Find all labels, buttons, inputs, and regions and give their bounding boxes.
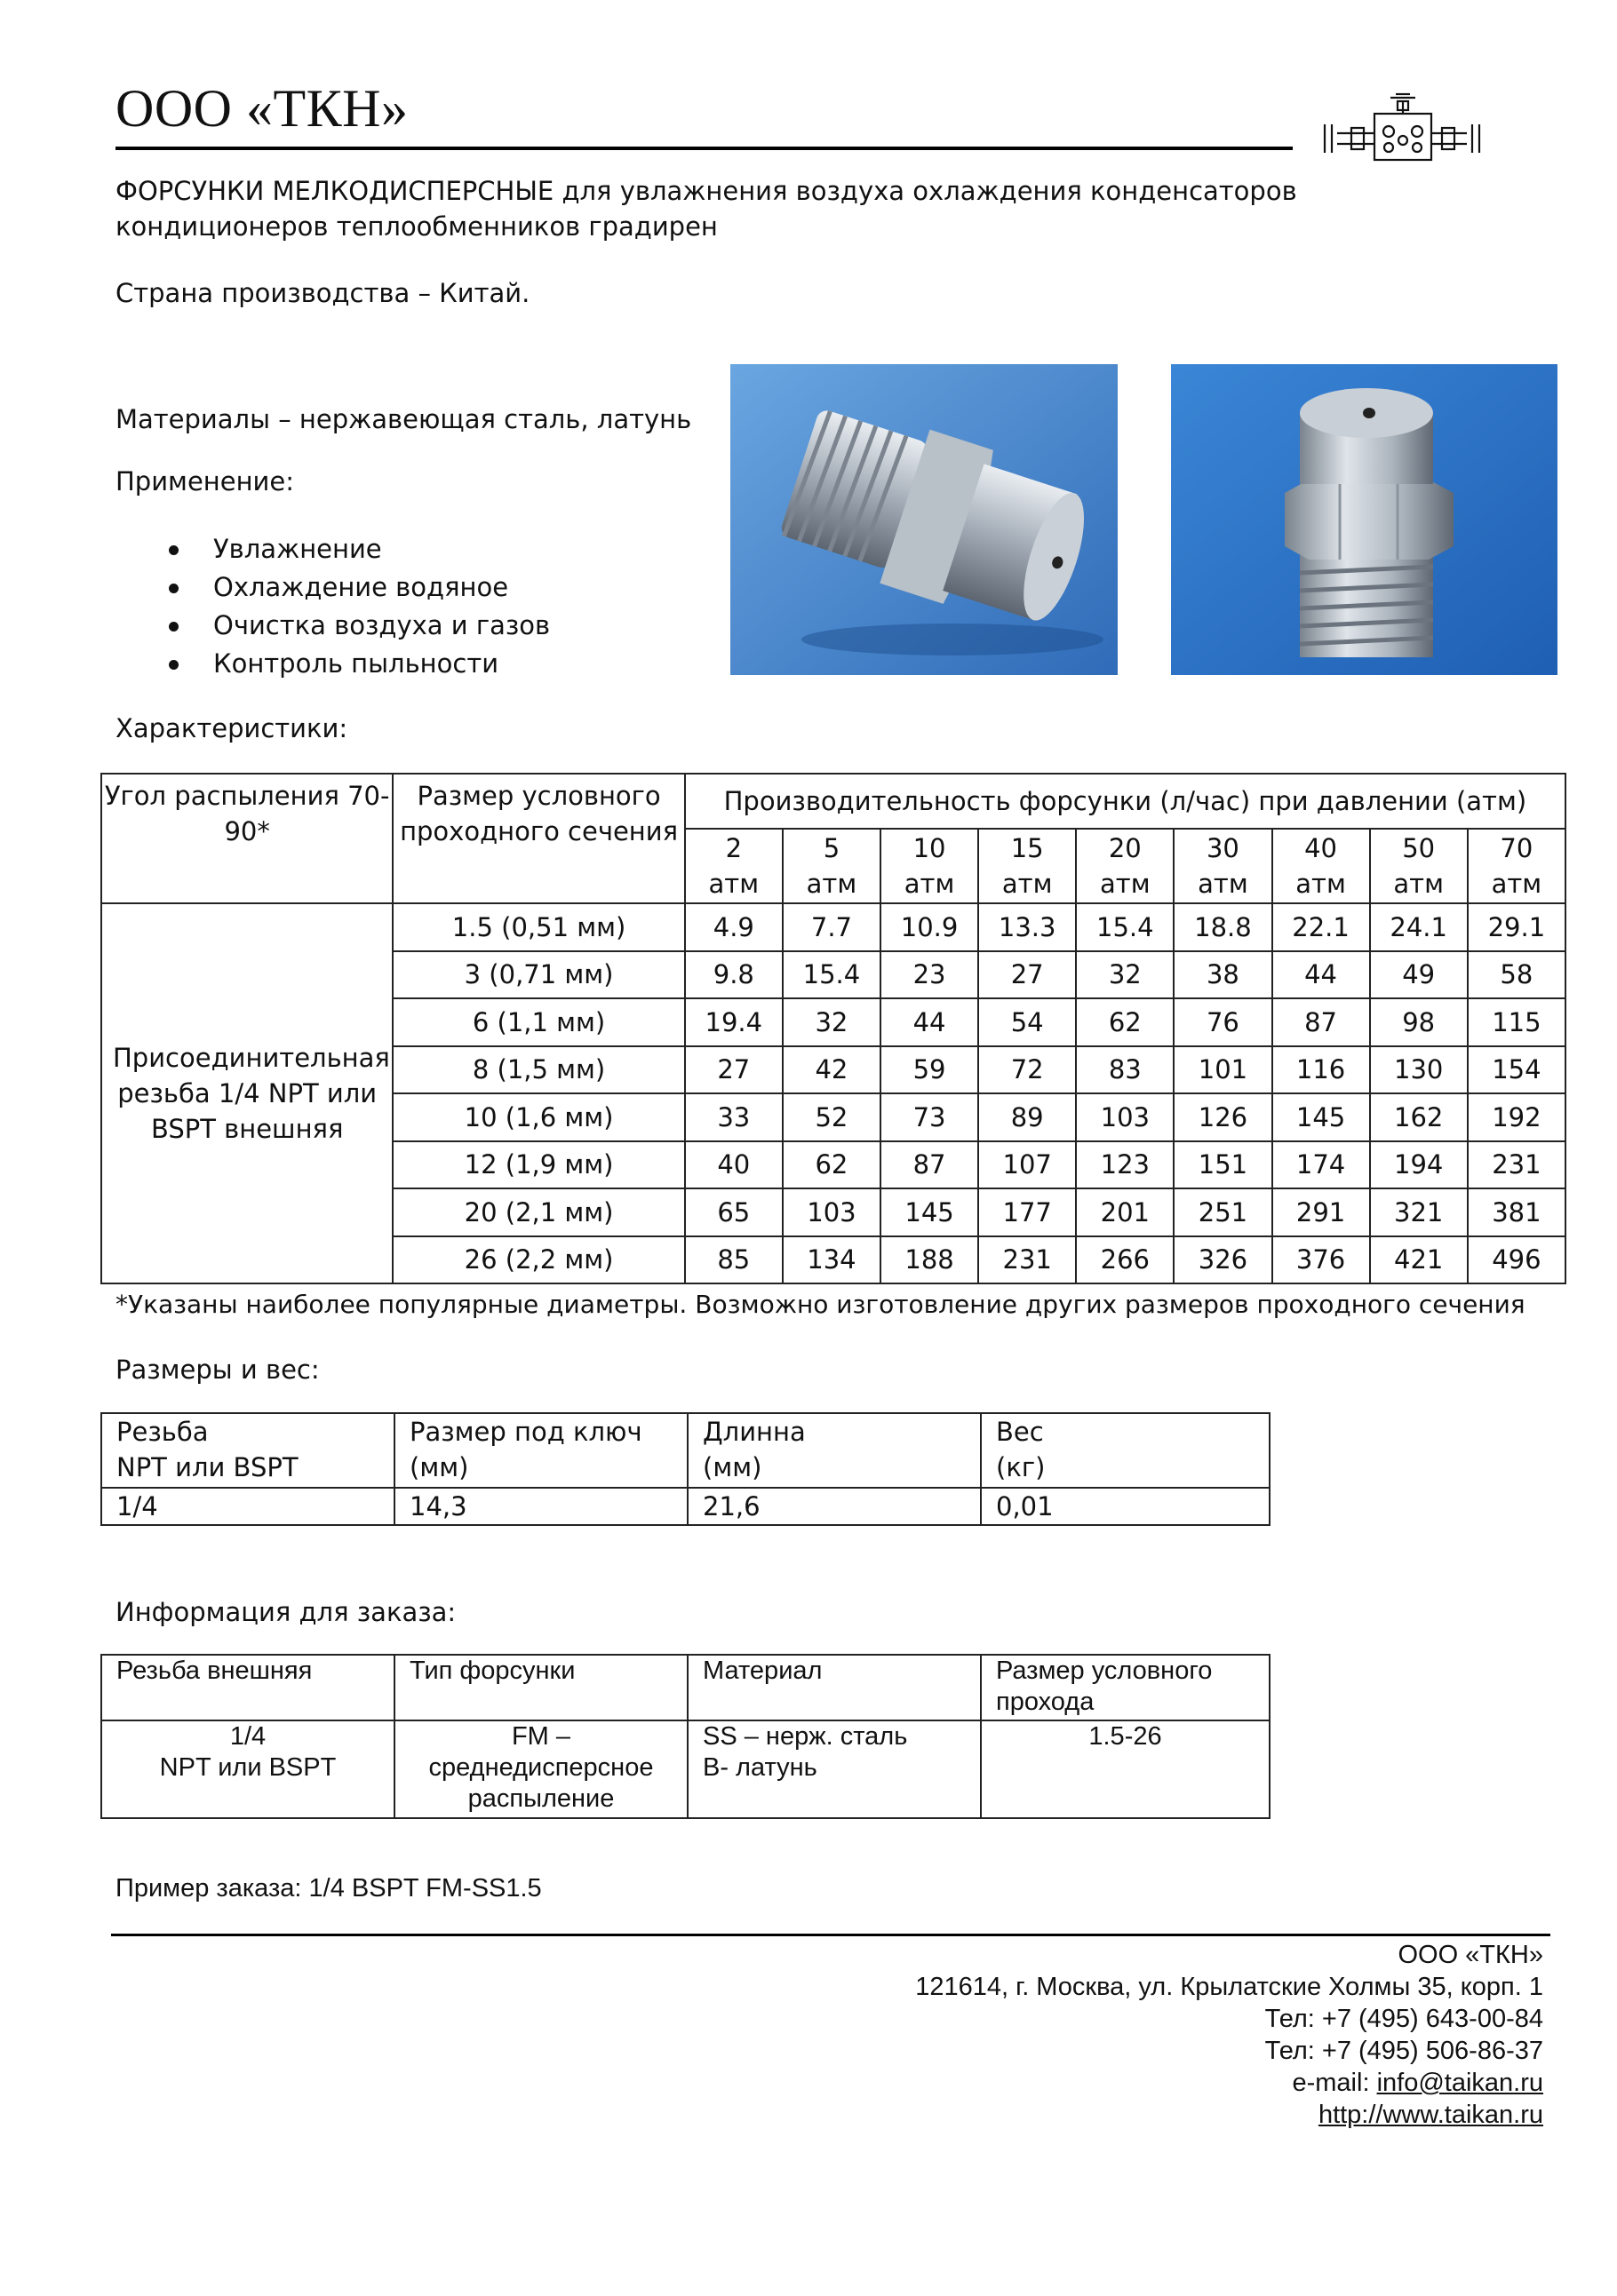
capacity-cell: 103	[783, 1188, 880, 1236]
capacity-cell: 231	[1468, 1141, 1565, 1189]
capacity-cell: 23	[880, 951, 978, 999]
capacity-cell: 154	[1468, 1046, 1565, 1094]
pressure-header-cell: 20 атм	[1076, 829, 1174, 903]
dimensions-cell: 14,3	[394, 1488, 688, 1525]
capacity-cell: 251	[1174, 1188, 1271, 1236]
capacity-cell: 151	[1174, 1141, 1271, 1189]
materials-text: Материалы – нержавеющая сталь, латунь	[116, 404, 692, 434]
capacity-cell: 7.7	[783, 903, 880, 951]
capacity-cell: 421	[1370, 1236, 1468, 1284]
pressure-header-cell: 40 атм	[1272, 829, 1370, 903]
order-material-cell: SS – нерж. сталь B- латунь	[688, 1720, 981, 1818]
intro-text: ФОРСУНКИ МЕЛКОДИСПЕРСНЫЕ для увлажнения воздуха охлаждения конденсаторов кондиционеров теплообменников градирен	[116, 176, 1297, 242]
order-example: Пример заказа: 1/4 BSPT FM-SS1.5	[116, 1874, 542, 1903]
dimensions-cell: 21,6	[688, 1488, 981, 1525]
capacity-cell: 65	[685, 1188, 783, 1236]
pressure-header-cell: 30 атм	[1174, 829, 1271, 903]
capacity-cell: 54	[978, 998, 1076, 1046]
pressure-header-cell: 70 атм	[1468, 829, 1565, 903]
capacity-cell: 103	[1076, 1093, 1174, 1141]
pressure-header-cell: 5 атм	[783, 829, 880, 903]
capacity-cell: 130	[1370, 1046, 1468, 1094]
orifice-size-cell: 10 (1,6 мм)	[393, 1093, 684, 1141]
footer-phone: Тел: +7 (495) 506-86-37	[1264, 2037, 1543, 2065]
footer-phone: Тел: +7 (495) 643-00-84	[1264, 2005, 1543, 2033]
dimensions-label: Размеры и вес:	[116, 1355, 320, 1385]
capacity-cell: 18.8	[1174, 903, 1271, 951]
capacity-cell: 62	[783, 1141, 880, 1189]
capacity-cell: 126	[1174, 1093, 1271, 1141]
orifice-size-cell: 8 (1,5 мм)	[393, 1046, 684, 1094]
capacity-cell: 38	[1174, 951, 1271, 999]
capacity-cell: 19.4	[685, 998, 783, 1046]
footer-email-line	[711, 2067, 1543, 2099]
capacity-cell: 52	[783, 1093, 880, 1141]
order-type-cell: FM – среднедисперсное распыление	[394, 1720, 688, 1818]
list-item: Увлажнение	[160, 530, 550, 568]
email-link[interactable]: info@taikan.ru	[1376, 2069, 1543, 2097]
country-of-origin: Страна производства – Китай.	[116, 278, 530, 308]
capacity-cell: 44	[880, 998, 978, 1046]
dimensions-header-cell: Размер под ключ (мм)	[394, 1413, 688, 1488]
capacity-cell: 76	[1174, 998, 1271, 1046]
capacity-header: Производительность форсунки (л/час) при давлении (атм)	[685, 774, 1565, 829]
capacity-cell: 32	[783, 998, 880, 1046]
capacity-cell: 321	[1370, 1188, 1468, 1236]
orifice-size-cell: 1.5 (0,51 мм)	[393, 903, 684, 951]
capacity-cell: 33	[685, 1093, 783, 1141]
capacity-cell: 27	[978, 951, 1076, 999]
dimensions-header-cell: Резьба NPT или BSPT	[101, 1413, 394, 1488]
capacity-cell: 496	[1468, 1236, 1565, 1284]
capacity-cell: 58	[1468, 951, 1565, 999]
orifice-size-header: Размер условного проходного сечения	[393, 774, 684, 903]
capacity-cell: 231	[978, 1236, 1076, 1284]
footer-rule	[111, 1934, 1550, 1936]
email-label: e-mail:	[1292, 2069, 1377, 2097]
manifold-valve-icon	[1319, 89, 1484, 169]
orifice-size-cell: 20 (2,1 мм)	[393, 1188, 684, 1236]
capacity-cell: 59	[880, 1046, 978, 1094]
order-header-cell: Размер условного прохода	[981, 1655, 1270, 1720]
characteristics-table	[100, 773, 1566, 1284]
pressure-header-cell: 10 атм	[880, 829, 978, 903]
order-table	[100, 1654, 1270, 1819]
website-link[interactable]: http://www.taikan.ru	[1318, 2101, 1543, 2129]
orifice-size-cell: 12 (1,9 мм)	[393, 1141, 684, 1189]
capacity-cell: 134	[783, 1236, 880, 1284]
header-rule	[116, 147, 1293, 150]
capacity-cell: 10.9	[880, 903, 978, 951]
capacity-cell: 107	[978, 1141, 1076, 1189]
order-size-cell: 1.5-26	[981, 1720, 1270, 1818]
capacity-cell: 72	[978, 1046, 1076, 1094]
capacity-cell: 32	[1076, 951, 1174, 999]
capacity-cell: 13.3	[978, 903, 1076, 951]
capacity-cell: 87	[1272, 998, 1370, 1046]
application-list	[160, 530, 550, 683]
capacity-cell: 42	[783, 1046, 880, 1094]
list-item: Охлаждение водяное	[160, 568, 550, 607]
pressure-header-cell: 15 атм	[978, 829, 1076, 903]
capacity-cell: 266	[1076, 1236, 1174, 1284]
capacity-cell: 85	[685, 1236, 783, 1284]
order-thread-cell: 1/4 NPT или BSPT	[101, 1720, 394, 1818]
capacity-cell: 174	[1272, 1141, 1370, 1189]
table-body	[101, 903, 1565, 1283]
dimensions-table	[100, 1412, 1270, 1526]
capacity-cell: 62	[1076, 998, 1174, 1046]
orifice-size-cell: 3 (0,71 мм)	[393, 951, 684, 999]
capacity-cell: 40	[685, 1141, 783, 1189]
dimensions-header-cell: Длинна (мм)	[688, 1413, 981, 1488]
capacity-cell: 201	[1076, 1188, 1174, 1236]
orifice-size-cell: 6 (1,1 мм)	[393, 998, 684, 1046]
capacity-cell: 123	[1076, 1141, 1174, 1189]
list-item: Контроль пыльности	[160, 645, 550, 683]
capacity-cell: 162	[1370, 1093, 1468, 1141]
company-title: ООО «ТКН»	[116, 79, 409, 138]
capacity-cell: 192	[1468, 1093, 1565, 1141]
capacity-cell: 29.1	[1468, 903, 1565, 951]
nozzle-side-photo	[730, 364, 1118, 675]
capacity-cell: 177	[978, 1188, 1076, 1236]
capacity-cell: 145	[1272, 1093, 1370, 1141]
list-item: Очистка воздуха и газов	[160, 607, 550, 645]
capacity-cell: 291	[1272, 1188, 1370, 1236]
order-header-cell: Материал	[688, 1655, 981, 1720]
capacity-cell: 9.8	[685, 951, 783, 999]
capacity-cell: 49	[1370, 951, 1468, 999]
footer-company: ООО «ТКН»	[1398, 1941, 1543, 1969]
capacity-cell: 98	[1370, 998, 1468, 1046]
capacity-cell: 87	[880, 1141, 978, 1189]
order-header-cell: Тип форсунки	[394, 1655, 688, 1720]
footer-contacts	[711, 1939, 1543, 2131]
capacity-cell: 145	[880, 1188, 978, 1236]
capacity-cell: 115	[1468, 998, 1565, 1046]
capacity-cell: 27	[685, 1046, 783, 1094]
capacity-cell: 24.1	[1370, 903, 1468, 951]
capacity-cell: 44	[1272, 951, 1370, 999]
application-label: Применение:	[116, 466, 295, 497]
pressure-header-cell: 2 атм	[685, 829, 783, 903]
capacity-cell: 326	[1174, 1236, 1271, 1284]
order-header-cell: Резьба внешняя	[101, 1655, 394, 1720]
capacity-cell: 4.9	[685, 903, 783, 951]
capacity-cell: 188	[880, 1236, 978, 1284]
capacity-cell: 22.1	[1272, 903, 1370, 951]
spray-angle-header: Угол распыления 70-90*	[101, 774, 393, 903]
capacity-cell: 381	[1468, 1188, 1565, 1236]
capacity-cell: 101	[1174, 1046, 1271, 1094]
capacity-cell: 83	[1076, 1046, 1174, 1094]
capacity-cell: 194	[1370, 1141, 1468, 1189]
table-footnote: *Указаны наиболее популярные диаметры. Возможно изготовление других размеров проходного сечения	[116, 1290, 1525, 1319]
capacity-cell: 89	[978, 1093, 1076, 1141]
capacity-cell: 116	[1272, 1046, 1370, 1094]
capacity-cell: 15.4	[1076, 903, 1174, 951]
dimensions-cell: 1/4	[101, 1488, 394, 1525]
pressure-header-cell: 50 атм	[1370, 829, 1468, 903]
capacity-cell: 73	[880, 1093, 978, 1141]
capacity-cell: 15.4	[783, 951, 880, 999]
dimensions-header-cell: Вес (кг)	[981, 1413, 1270, 1488]
orifice-size-cell: 26 (2,2 мм)	[393, 1236, 684, 1284]
table-row	[101, 903, 1565, 951]
dimensions-cell: 0,01	[981, 1488, 1270, 1525]
footer-address: 121614, г. Москва, ул. Крылатские Холмы 35, корп. 1	[915, 1973, 1543, 2001]
thread-type-cell: Присоединительная резьба 1/4 NPT или BSPT внешняя	[101, 903, 393, 1283]
order-info-label: Информация для заказа:	[116, 1597, 457, 1627]
capacity-cell: 376	[1272, 1236, 1370, 1284]
characteristics-label: Характеристики:	[116, 713, 348, 743]
nozzle-top-photo	[1171, 364, 1557, 675]
